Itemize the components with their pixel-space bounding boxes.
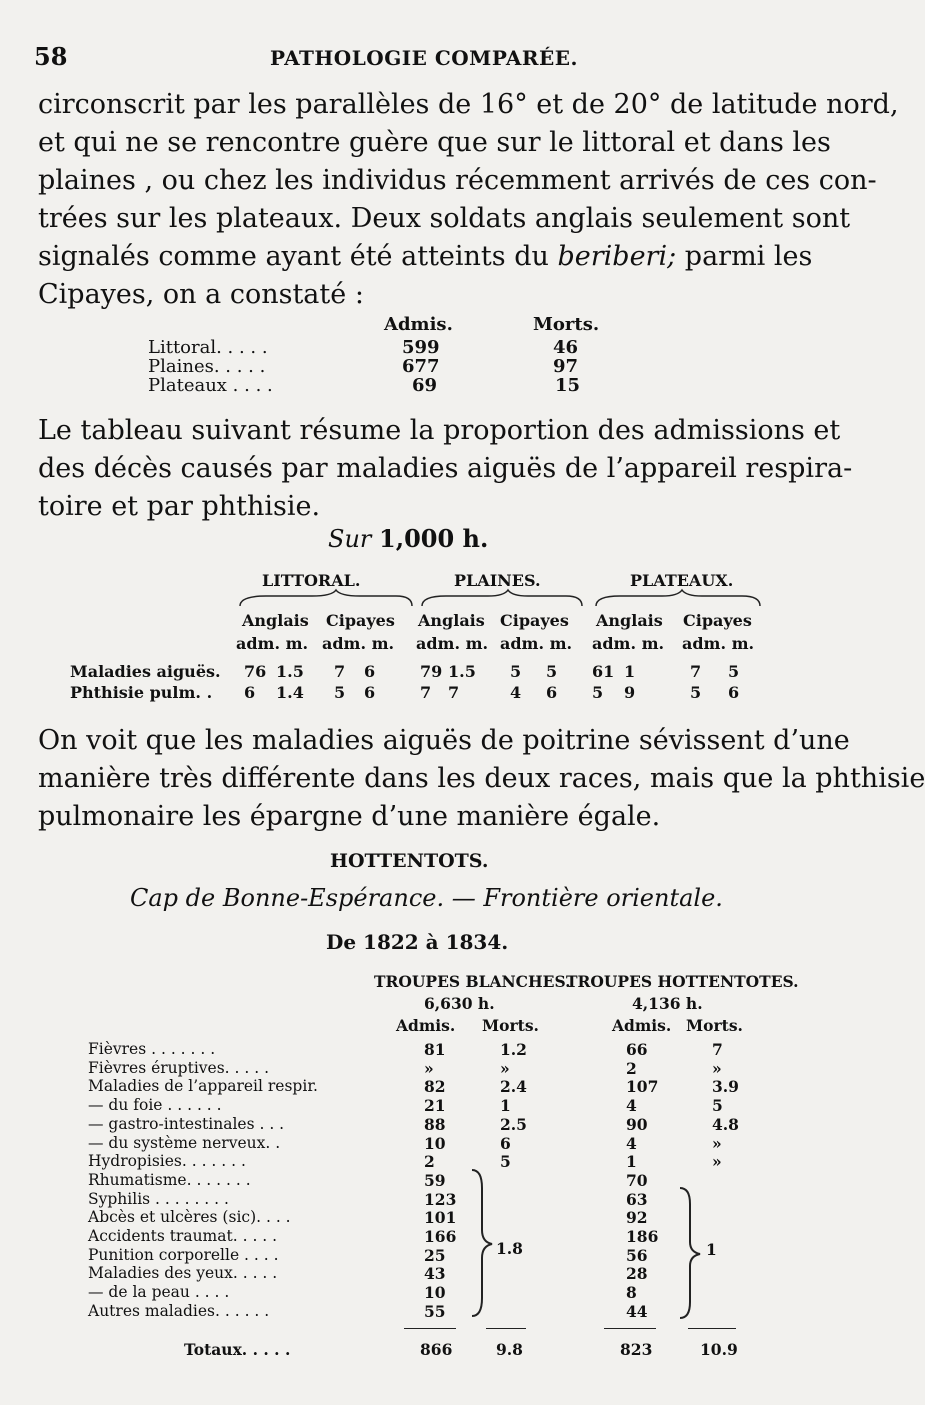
row-label: Phthisie pulm. . <box>70 683 213 702</box>
table-cell: 107 <box>626 1077 659 1097</box>
row-label: Littoral. . . . . <box>148 337 268 358</box>
table-cell: 4.8 <box>712 1114 739 1134</box>
totals-label: Totaux. . . . . <box>184 1340 291 1359</box>
group-braces <box>236 590 772 610</box>
table-cell: 101 <box>424 1208 457 1228</box>
text-line: toire et par phthisie. <box>38 491 321 522</box>
table-cell: 59 <box>424 1170 446 1190</box>
table-cell: 46 <box>553 337 579 358</box>
table-cell: 9 <box>624 683 636 702</box>
row-label: — du foie . . . . . . <box>88 1096 222 1115</box>
row-label: Maladies des yeux. . . . . <box>88 1264 278 1283</box>
row-label: Maladies aiguës. <box>70 662 221 681</box>
row-label: Syphilis . . . . . . . . <box>88 1189 229 1208</box>
text-line: trées sur les plateaux. Deux soldats anglais seulement sont <box>38 203 851 234</box>
table-cell: 63 <box>626 1189 648 1209</box>
table-cell: 97 <box>553 356 579 377</box>
table-cell: 1 <box>500 1096 511 1116</box>
table-cell: 44 <box>626 1301 648 1321</box>
unit-header: adm. m. <box>416 634 489 653</box>
row-label: Fièvres . . . . . . . <box>88 1040 216 1058</box>
table-cell: 6 <box>728 683 740 702</box>
table-cell: 3.9 <box>712 1077 739 1097</box>
table-cell: 66 <box>626 1040 648 1059</box>
table-cell: 81 <box>424 1040 446 1059</box>
table-cell: 6 <box>364 662 376 681</box>
table-cell: 7 <box>334 662 346 681</box>
group-header: PLATEAUX. <box>630 571 734 590</box>
row-label: Rhumatisme. . . . . . . <box>88 1170 251 1189</box>
group-header: PLAINES. <box>454 571 541 590</box>
table-cell: 5 <box>510 662 522 681</box>
table-cell: 56 <box>626 1245 648 1265</box>
unit-header: adm. m. <box>322 634 395 653</box>
table-cell: 166 <box>424 1227 457 1246</box>
total-cell: 10.9 <box>700 1340 738 1359</box>
table-cell: 599 <box>402 337 440 358</box>
table-cell: 90 <box>626 1114 648 1134</box>
table-cell: 5 <box>592 683 604 702</box>
table-cell: 61 <box>592 662 615 681</box>
table-cell: 186 <box>626 1227 659 1246</box>
table-cell: 5 <box>712 1096 723 1116</box>
row-label: Accidents traumat. . . . . <box>88 1227 278 1245</box>
table-cell: 7 <box>420 683 432 702</box>
unit-header: adm. m. <box>500 634 573 653</box>
row-label: Plaines. . . . . <box>148 356 266 377</box>
row-label: Fièvres éruptives. . . . . <box>88 1058 270 1077</box>
running-title: PATHOLOGIE COMPARÉE. <box>270 46 578 70</box>
subgroup-header: Anglais <box>596 611 663 630</box>
row-label: Maladies de l’appareil respir. <box>88 1077 318 1096</box>
table-cell: 6 <box>546 683 558 702</box>
unit-header: adm. m. <box>682 634 755 653</box>
table-caption: Sur 1,000 h. <box>328 524 489 553</box>
table-cell: 15 <box>555 375 581 396</box>
table-cell: 7 <box>448 683 460 702</box>
paragraph-2 <box>38 412 853 526</box>
col-header: Admis. <box>612 1016 672 1035</box>
table-cell: 70 <box>626 1170 648 1190</box>
total-rule <box>688 1328 736 1329</box>
table-cell: 123 <box>424 1189 457 1209</box>
table-cell: » <box>712 1058 722 1078</box>
col-header: Morts. <box>533 314 600 335</box>
subgroup-header: Cipayes <box>683 611 752 630</box>
table-cell: 1.2 <box>500 1040 527 1059</box>
table-cell: 10 <box>424 1133 446 1153</box>
text-line: circonscrit par les parallèles de 16° et de 20° de latitude nord, <box>38 89 899 120</box>
page-number: 58 <box>34 42 68 71</box>
col-header: Admis. <box>384 314 453 335</box>
table-cell: 7 <box>690 662 702 681</box>
table-cell: 1 <box>624 662 636 681</box>
table-cell: 8 <box>626 1283 637 1303</box>
text-line: Cipayes, on a constaté : <box>38 279 364 310</box>
table-cell: 4 <box>510 683 522 702</box>
table-cell: 6 <box>364 683 376 702</box>
table-cell: 5 <box>546 662 558 681</box>
table-cell: 1.5 <box>448 662 476 681</box>
table-cell: 82 <box>424 1077 446 1097</box>
table-cell: 4 <box>626 1133 637 1153</box>
table-cell: 2 <box>626 1058 637 1078</box>
row-label: Plateaux . . . . <box>148 375 273 396</box>
table-cell: 1.4 <box>276 683 304 702</box>
date-range: De 1822 à 1834. <box>326 930 509 954</box>
table-cell: 5 <box>690 683 702 702</box>
table-cell: 25 <box>424 1245 446 1265</box>
group-header: TROUPES BLANCHES. <box>374 972 571 991</box>
subgroup-header: Cipayes <box>500 611 569 630</box>
table-cell: 4 <box>626 1096 637 1116</box>
table-cell: » <box>424 1058 434 1078</box>
section-subtitle: Cap de Bonne-Espérance. — Frontière orientale. <box>130 884 723 912</box>
col-header: Morts. <box>482 1016 539 1035</box>
group-header: LITTORAL. <box>262 571 361 590</box>
table-cell: 5 <box>728 662 740 681</box>
section-title: HOTTENTOTS. <box>330 850 489 872</box>
paragraph-3 <box>38 722 925 836</box>
table-cell: 7 <box>712 1040 723 1059</box>
group-count: 6,630 h. <box>424 994 495 1013</box>
right-brace-hottentot <box>676 1186 706 1320</box>
row-label: — de la peau . . . . <box>88 1283 230 1302</box>
total-rule <box>486 1328 526 1329</box>
text-line: signalés comme ayant été atteints du beriberi; parmi les <box>38 241 813 272</box>
group-count: 4,136 h. <box>632 994 703 1013</box>
table-cell: 76 <box>244 662 267 681</box>
text-line: plaines , ou chez les individus récemment arrivés de ces con- <box>38 165 877 196</box>
table-cell: 677 <box>402 356 440 377</box>
col-header: Morts. <box>686 1016 743 1035</box>
text-line: On voit que les maladies aiguës de poitrine sévissent d’une <box>38 725 850 756</box>
text-line: pulmonaire les épargne d’une manière égale. <box>38 801 661 832</box>
table-cell: 92 <box>626 1208 648 1228</box>
row-label: — gastro-intestinales . . . <box>88 1114 285 1133</box>
table-cell: 69 <box>412 375 438 396</box>
table-cell: 79 <box>420 662 443 681</box>
table-cell: 55 <box>424 1301 446 1321</box>
grouped-deaths: 1 <box>706 1240 717 1259</box>
table-cell: » <box>712 1152 722 1172</box>
table-cell: 1 <box>626 1152 637 1172</box>
table-cell: 2.5 <box>500 1114 527 1134</box>
col-header: Admis. <box>396 1016 456 1035</box>
table-cell: 5 <box>500 1152 511 1172</box>
table-cell: 43 <box>424 1264 446 1284</box>
total-cell: 823 <box>620 1340 653 1359</box>
paragraph-1 <box>38 86 899 314</box>
subgroup-header: Cipayes <box>326 611 395 630</box>
grouped-deaths: 1.8 <box>496 1239 523 1258</box>
text-line: et qui ne se rencontre guère que sur le littoral et dans les <box>38 127 831 158</box>
text-line: manière très différente dans les deux races, mais que la phthisie <box>38 763 925 794</box>
total-rule <box>604 1328 656 1329</box>
subgroup-header: Anglais <box>418 611 485 630</box>
unit-header: adm. m. <box>592 634 665 653</box>
table-cell: 6 <box>244 683 256 702</box>
table-cell: 5 <box>334 683 346 702</box>
total-cell: 866 <box>420 1340 453 1359</box>
text-line: des décès causés par maladies aiguës de l’appareil respira- <box>38 453 853 484</box>
row-label: — du système nerveux. . <box>88 1133 281 1152</box>
table-cell: » <box>500 1058 510 1078</box>
table-cell: 2 <box>424 1152 435 1172</box>
total-cell: 9.8 <box>496 1340 523 1359</box>
group-header: TROUPES HOTTENTOTES. <box>566 972 799 991</box>
table-cell: 2.4 <box>500 1077 527 1097</box>
row-label: Autres maladies. . . . . . <box>88 1301 270 1320</box>
subgroup-header: Anglais <box>242 611 309 630</box>
table-cell: 10 <box>424 1283 446 1303</box>
table-cell: 88 <box>424 1114 446 1134</box>
table-cell: 21 <box>424 1096 446 1116</box>
text-line: Le tableau suivant résume la proportion des admissions et <box>38 415 841 446</box>
table-cell: 6 <box>500 1133 511 1153</box>
total-rule <box>404 1328 456 1329</box>
table-cell: 1.5 <box>276 662 304 681</box>
table-cell: » <box>712 1133 722 1153</box>
right-brace-white <box>468 1168 498 1318</box>
row-label: Abcès et ulcères (sic). . . . <box>88 1208 291 1227</box>
row-label: Punition corporelle . . . . <box>88 1245 279 1264</box>
row-label: Hydropisies. . . . . . . <box>88 1152 246 1171</box>
unit-header: adm. m. <box>236 634 309 653</box>
table-cell: 28 <box>626 1264 648 1284</box>
